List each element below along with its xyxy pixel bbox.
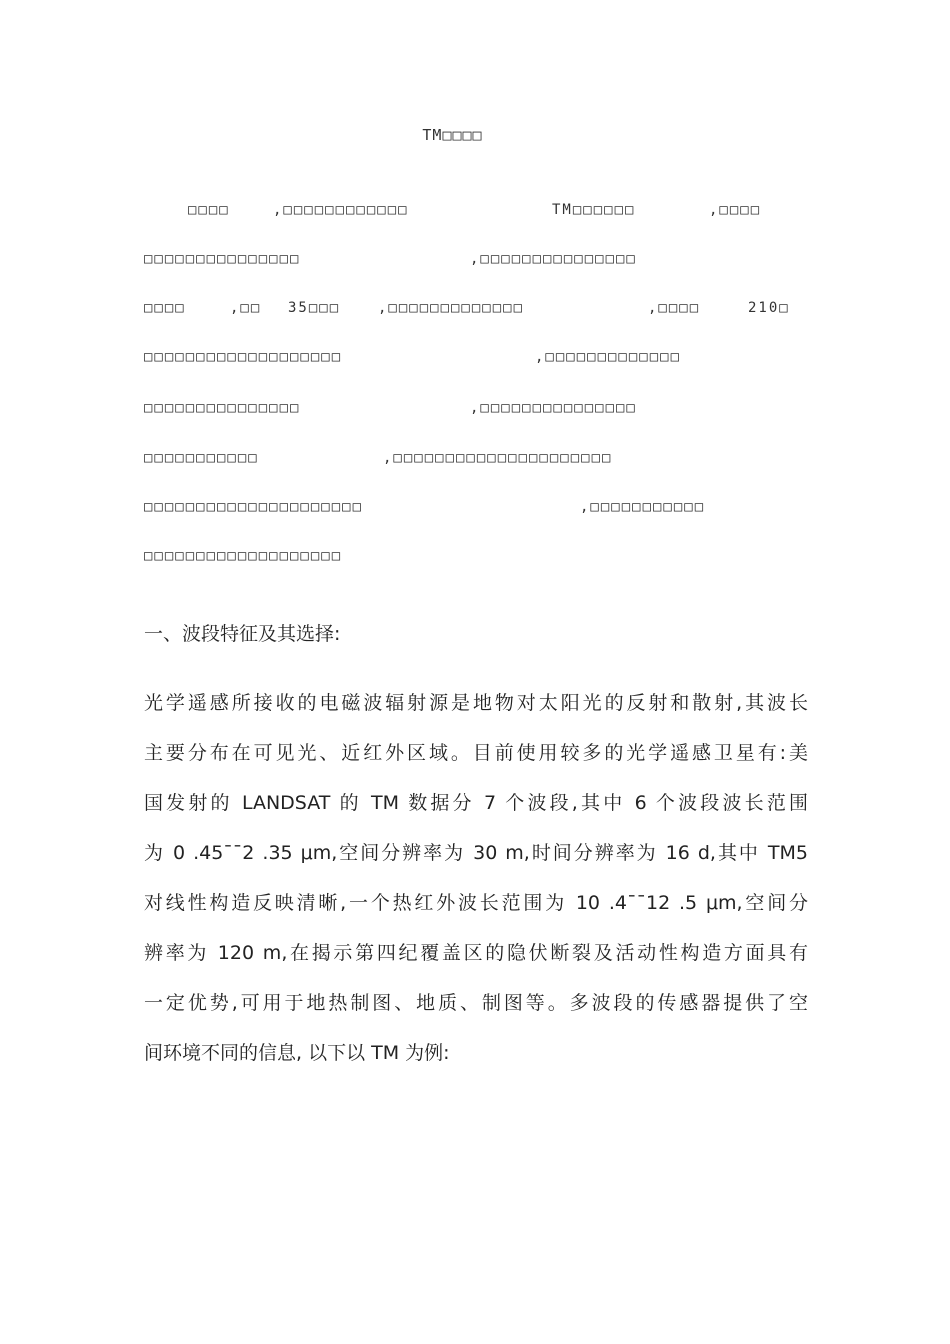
body-line: 间环境不同的信息, 以下以 TM 为例: xyxy=(144,1042,450,1064)
garbled-fragment: TM□□□□□□ xyxy=(552,202,636,218)
garbled-fragment: ,□□□□□□□□□□□□□□□ xyxy=(470,251,637,267)
body-line: 为 0 .45¯¯2 .35 μm,空间分辨率为 30 m,时间分辨率为 16 d,其中 TM5 xyxy=(144,842,808,864)
body-line: 一定优势,可用于地热制图、地质、制图等。多波段的传感器提供了空 xyxy=(144,992,808,1014)
body-line: 光学遥感所接收的电磁波辐射源是地物对太阳光的反射和散射,其波长 xyxy=(144,692,808,714)
garbled-fragment: ,□□□□□□□□□□□ xyxy=(580,499,706,515)
garbled-fragment: ,□□□□□□□□□□□□ xyxy=(273,202,409,218)
section-heading: 一、波段特征及其选择: xyxy=(144,623,341,645)
garbled-fragment: ,□□□□ xyxy=(709,202,762,218)
body-line: 国发射的 LANDSAT 的 TM 数据分 7 个波段,其中 6 个波段波长范围 xyxy=(144,792,808,814)
garbled-fragment: □□□□□□□□□□□□□□□□□□□ xyxy=(144,349,343,365)
body-line: 辨率为 120 m,在揭示第四纪覆盖区的隐伏断裂及活动性构造方面具有 xyxy=(144,942,808,964)
garbled-fragment: □□□□□□□□□□□□□□□□□□□ xyxy=(144,548,343,564)
garbled-fragment: 210□ xyxy=(748,300,790,316)
body-paragraph xyxy=(144,685,808,1085)
garbled-fragment: 35□□□ xyxy=(288,300,341,316)
garbled-fragment: □□□□ xyxy=(144,300,186,316)
garbled-fragment: ,□□ xyxy=(230,300,262,316)
body-line: 主要分布在可见光、近红外区域。目前使用较多的光学遥感卫星有:美 xyxy=(144,742,808,764)
garbled-fragment: □□□□□□□□□□□□□□□ xyxy=(144,251,301,267)
garbled-fragment: □□□□□□□□□□□□□□□ xyxy=(144,400,301,416)
garbled-fragment: □□□□□□□□□□□□□□□□□□□□□ xyxy=(144,499,364,515)
garbled-fragment: ,□□□□□□□□□□□□□□□ xyxy=(470,400,637,416)
garbled-fragment: ,□□□□□□□□□□□□□□□□□□□□□ xyxy=(383,450,613,466)
document-title: TM□□□□ xyxy=(422,126,483,144)
garbled-fragment: ,□□□□□□□□□□□□□ xyxy=(535,349,682,365)
body-line: 对线性构造反映清晰,一个热红外波长范围为 10 .4¯¯12 .5 μm,空间分 xyxy=(144,892,808,914)
garbled-fragment: ,□□□□ xyxy=(648,300,701,316)
garbled-fragment: □□□□ xyxy=(188,202,230,218)
garbled-fragment: □□□□□□□□□□□ xyxy=(144,450,259,466)
garbled-fragment: ,□□□□□□□□□□□□□ xyxy=(378,300,525,316)
